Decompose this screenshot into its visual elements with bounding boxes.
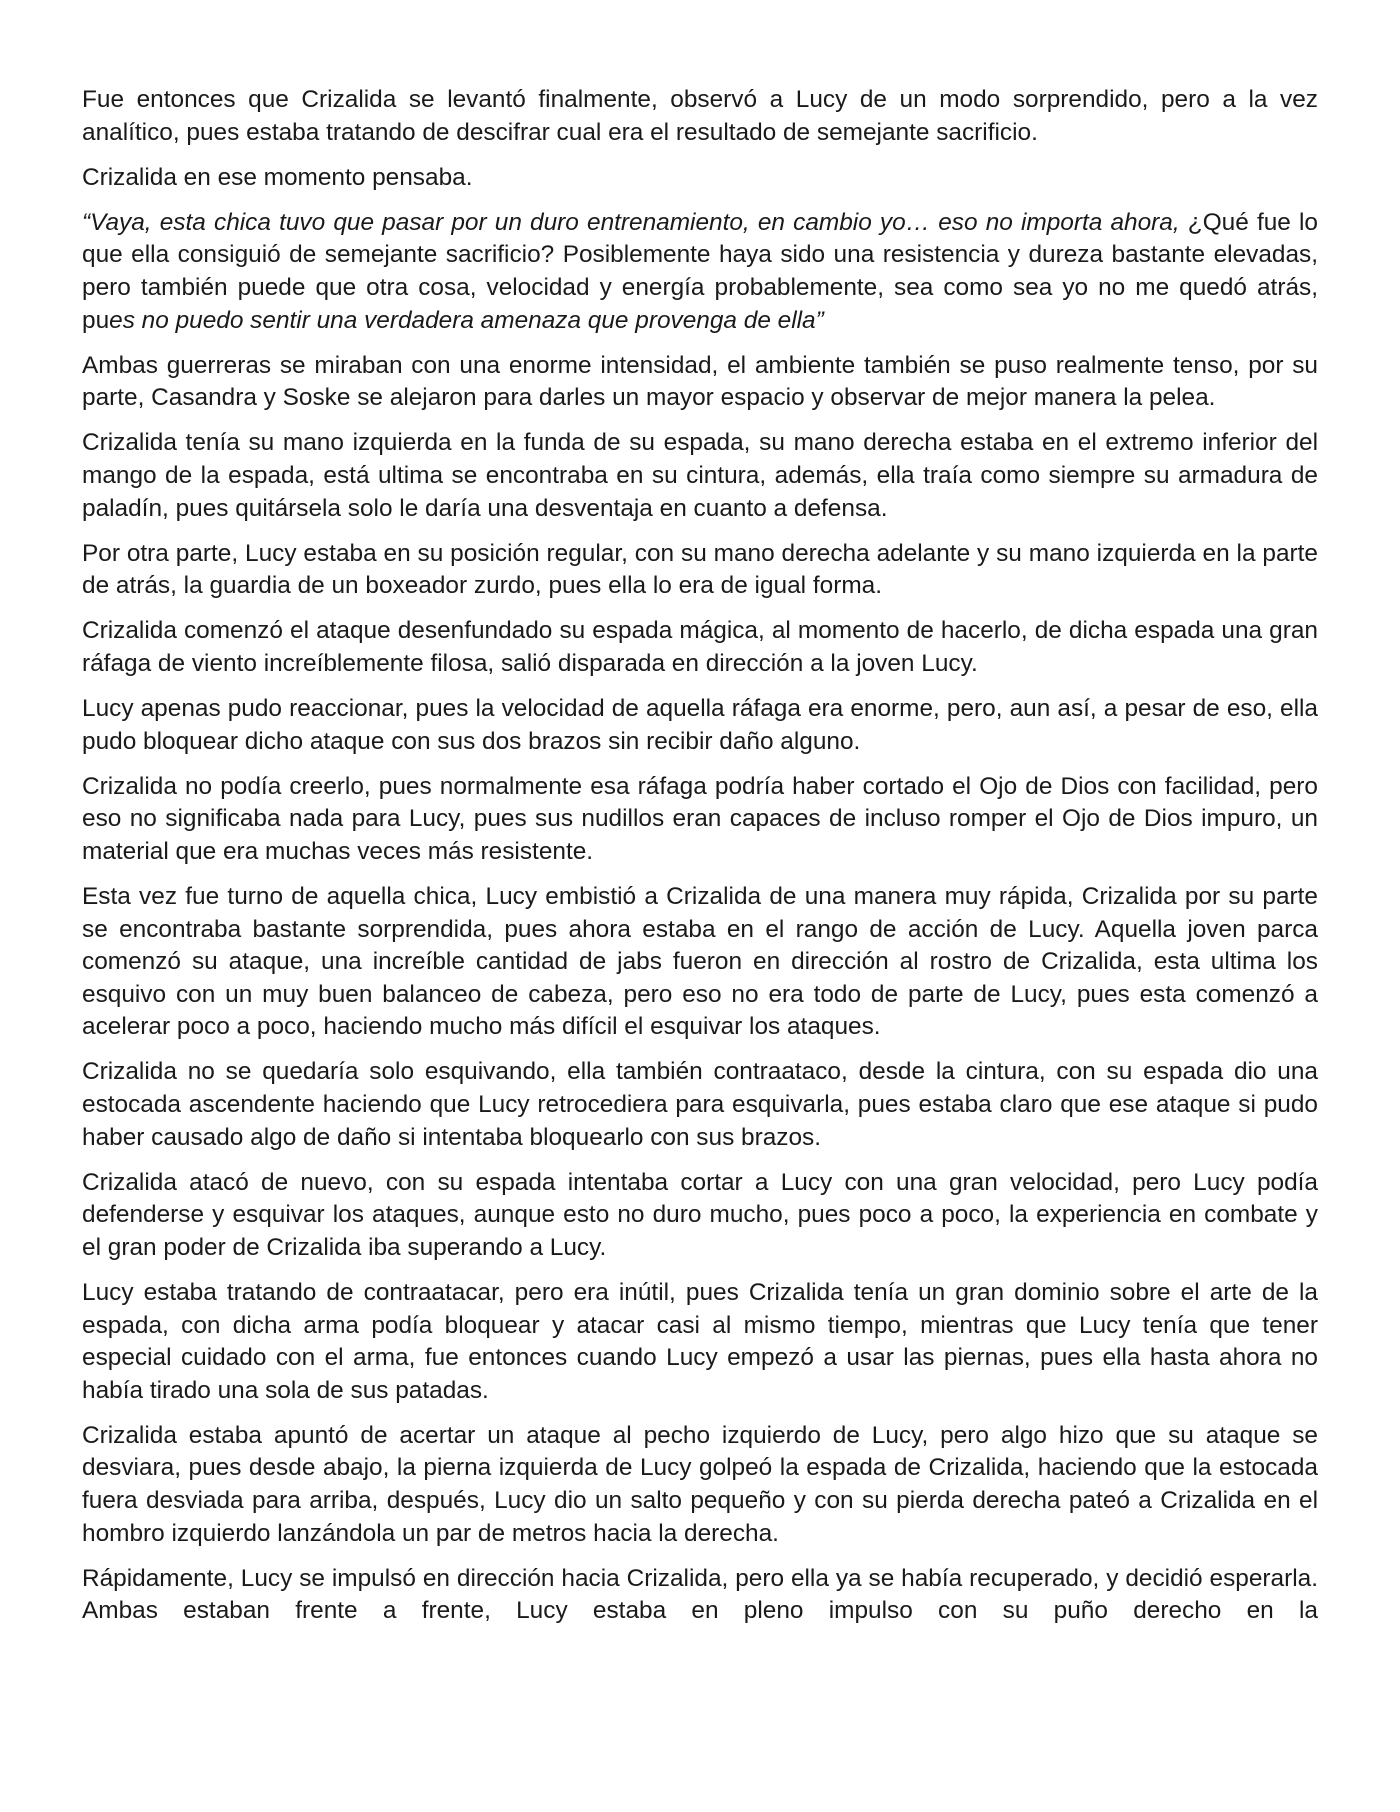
paragraph-6: Por otra parte, Lucy estaba en su posición regular, con su mano derecha adelante y su mano izquierda en la parte de atrás, la guardia de un boxeador zurdo, pues ella lo era de igual forma. xyxy=(82,539,1318,600)
paragraph-4: Ambas guerreras se miraban con una enorme intensidad, el ambiente también se puso realmente tenso, por su parte, Casandra y Soske se alejaron para darles un mayor espacio y observar de mejor manera la pelea. xyxy=(82,351,1318,412)
paragraph-5: Crizalida tenía su mano izquierda en la funda de su espada, su mano derecha estaba en el extremo inferior del mango de la espada, está ultima se encontraba en su cintura, además, ella traía como siempre su armadura de paladín, pues quitársela solo le daría una desventaja en cuanto a defensa. xyxy=(82,429,1318,522)
paragraph-7: Crizalida comenzó el ataque desenfundado su espada mágica, al momento de hacerlo, de dicha espada una gran ráfaga de viento increíblemente filosa, salió disparada en dirección a la joven Lucy. xyxy=(82,617,1318,677)
document-body xyxy=(82,84,1318,1628)
paragraph-8: Lucy apenas pudo reaccionar, pues la velocidad de aquella ráfaga era enorme, pero, aun así, a pesar de eso, ella pudo bloquear dicho ataque con sus dos brazos sin recibir daño alguno. xyxy=(82,695,1318,755)
paragraph-11: Crizalida no se quedaría solo esquivando, ella también contraataco, desde la cintura, con su espada dio una estocada ascendente haciendo que Lucy retrocediera para esquivarla, pues estaba claro que ese ataque si pudo haber causado algo de daño si intentaba bloquearlo con sus brazos. xyxy=(82,1058,1318,1151)
thought-italic-end: es no puedo sentir una verdadera amenaza que provenga de ella” xyxy=(109,306,824,334)
paragraph-9: Crizalida no podía creerlo, pues normalmente esa ráfaga podría haber cortado el Ojo de Dios con facilidad, pero eso no significaba nada para Lucy, pues sus nudillos eran capaces de incluso romper el Ojo de Dios impuro, un material que era muchas veces más resistente. xyxy=(82,772,1318,865)
paragraph-2: Crizalida en ese momento pensaba. xyxy=(82,163,473,191)
thought-middle: ¿Qué fue lo que ella consiguió de semejante sacrificio? Posiblemente haya sido una resistencia y dureza bastante elevadas, pero también puede que otra cosa, velocidad y energía probablemente, sea como sea yo no me quedó atrás, pu xyxy=(82,208,1318,334)
paragraph-13: Lucy estaba tratando de contraatacar, pero era inútil, pues Crizalida tenía un gran dominio sobre el arte de la espada, con dicha arma podía bloquear y atacar casi al mismo tiempo, mientras que Lucy tenía que tener especial cuidado con el arma, fue entonces cuando Lucy empezó a usar las piernas, pues ella hasta ahora no había tirado una sola de sus patadas. xyxy=(82,1279,1318,1404)
paragraph-3-thought xyxy=(82,207,1318,337)
paragraph-12: Crizalida atacó de nuevo, con su espada intentaba cortar a Lucy con una gran velocidad, pero Lucy podía defenderse y esquivar los ataques, aunque esto no duro mucho, pues poco a poco, la experiencia en combate y el gran poder de Crizalida iba superando a Lucy. xyxy=(82,1168,1318,1261)
thought-italic-start: “Vaya, esta chica tuvo que pasar por un duro entrenamiento, en cambio yo… eso no importa ahora, xyxy=(82,208,1188,236)
paragraph-1: Fue entonces que Crizalida se levantó finalmente, observó a Lucy de un modo sorprendido, pero a la vez analítico, pues estaba tratando de descifrar cual era el resultado de semejante sacrificio. xyxy=(82,86,1318,146)
paragraph-15: Rápidamente, Lucy se impulsó en dirección hacia Crizalida, pero ella ya se había recuperado, y decidió esperarla. Ambas estaban frente a frente, Lucy estaba en pleno impulso con su puño derecho en la xyxy=(82,1564,1318,1625)
paragraph-10: Esta vez fue turno de aquella chica, Lucy embistió a Crizalida de una manera muy rápida, Crizalida por su parte se encontraba bastante sorprendida, pues ahora estaba en el rango de acción de Lucy. Aquella joven parca comenzó su ataque, una increíble cantidad de jabs fueron en dirección al rostro de Crizalida, esta ultima los esquivo con un muy buen balanceo de cabeza, pero eso no era todo de parte de Lucy, pues esta comenzó a acelerar poco a poco, haciendo mucho más difícil el esquivar los ataques. xyxy=(82,882,1318,1041)
paragraph-14: Crizalida estaba apuntó de acertar un ataque al pecho izquierdo de Lucy, pero algo hizo que su ataque se desviara, pues desde abajo, la pierna izquierda de Lucy golpeó la espada de Crizalida, haciendo que la estocada fuera desviada para arriba, después, Lucy dio un salto pequeño y con su pierda derecha pateó a Crizalida en el hombro izquierdo lanzándola un par de metros hacia la derecha. xyxy=(82,1421,1318,1547)
